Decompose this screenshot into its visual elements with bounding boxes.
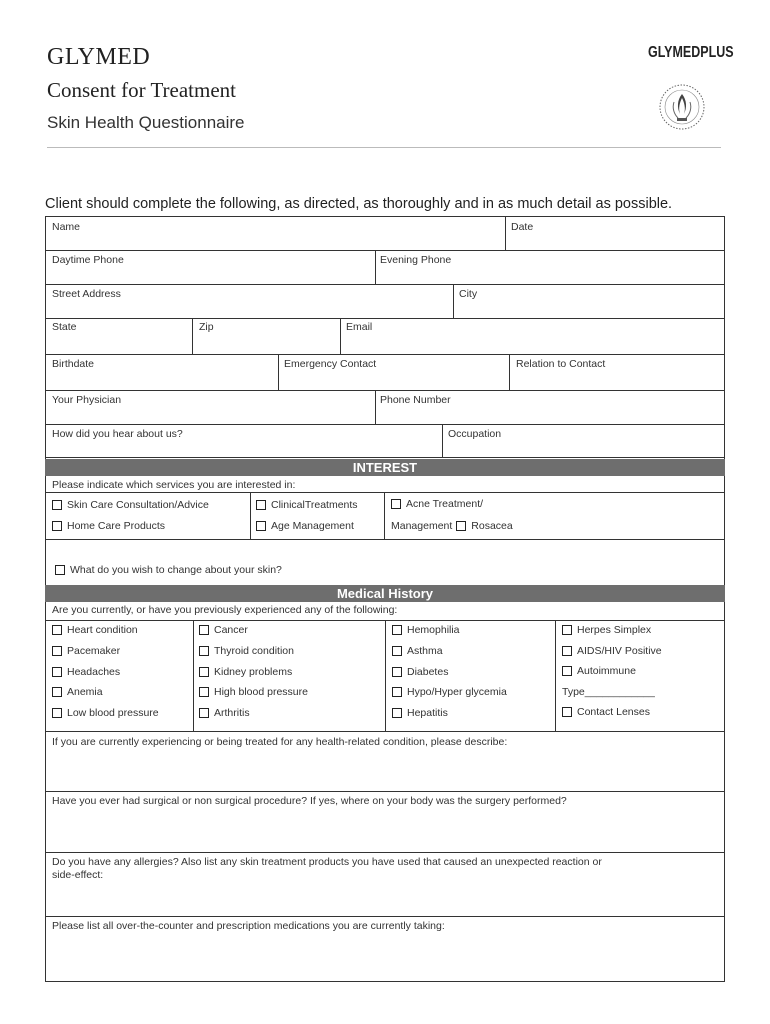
how-did-you-hear-label: How did you hear about us? <box>52 428 183 440</box>
row-divider <box>45 354 725 355</box>
checkbox-icon[interactable] <box>199 687 209 697</box>
checkbox-thyroid-condition[interactable]: Thyroid condition <box>199 645 294 657</box>
checkbox-diabetes[interactable]: Diabetes <box>392 666 448 678</box>
checkbox-aids-hiv[interactable]: AIDS/HIV Positive <box>562 645 662 657</box>
autoimmune-type-field[interactable]: Type____________ <box>562 686 655 698</box>
col-divider <box>250 492 251 539</box>
checkbox-kidney-problems[interactable]: Kidney problems <box>199 666 292 678</box>
surgery-question: Have you ever had surgical or non surgical procedure? If yes, where on your body was the surgery performed? <box>52 795 567 807</box>
checkbox-herpes-simplex[interactable]: Herpes Simplex <box>562 624 651 636</box>
allergies-question: Do you have any allergies? Also list any skin treatment products you have used that caused an unexpected reaction or <box>52 856 602 868</box>
checkbox-icon[interactable] <box>52 687 62 697</box>
checkbox-icon[interactable] <box>199 646 209 656</box>
checkbox-anemia[interactable]: Anemia <box>52 686 103 698</box>
checkbox-icon[interactable] <box>562 646 572 656</box>
row-divider <box>45 852 725 853</box>
col-divider <box>385 620 386 731</box>
col-divider <box>509 354 510 390</box>
checkbox-icon[interactable] <box>199 667 209 677</box>
col-divider <box>505 216 506 250</box>
checkbox-icon[interactable] <box>456 521 466 531</box>
checkbox-acne-treatment[interactable]: Acne Treatment/ <box>391 498 483 510</box>
checkbox-icon[interactable] <box>199 708 209 718</box>
row-divider <box>45 250 725 251</box>
checkbox-skin-care-consultation[interactable]: Skin Care Consultation/Advice <box>52 499 209 511</box>
checkbox-icon[interactable] <box>392 667 402 677</box>
medical-history-heading: Medical History <box>45 585 725 602</box>
checkbox-hypo-hyper-glycemia[interactable]: Hypo/Hyper glycemia <box>392 686 507 698</box>
row-divider <box>45 791 725 792</box>
interest-prompt: Please indicate which services you are interested in: <box>52 479 296 491</box>
checkbox-autoimmune[interactable]: Autoimmune <box>562 665 636 677</box>
col-divider <box>453 284 454 318</box>
row-divider <box>45 539 725 540</box>
checkbox-icon[interactable] <box>52 667 62 677</box>
seal-icon <box>656 78 708 136</box>
checkbox-clinical-treatments[interactable]: ClinicalTreatments <box>256 499 358 511</box>
your-physician-label: Your Physician <box>52 394 122 406</box>
row-divider <box>45 284 725 285</box>
checkbox-icon[interactable] <box>392 625 402 635</box>
row-divider <box>45 424 725 425</box>
row-divider <box>45 916 725 917</box>
row-divider <box>45 390 725 391</box>
checkbox-icon[interactable] <box>562 707 572 717</box>
col-divider <box>442 424 443 457</box>
checkbox-age-management[interactable]: Age Management <box>256 520 354 532</box>
checkbox-icon[interactable] <box>392 646 402 656</box>
medical-prompt: Are you currently, or have you previously experienced any of the following: <box>52 604 398 616</box>
checkbox-icon[interactable] <box>256 500 266 510</box>
checkbox-arthritis[interactable]: Arthritis <box>199 707 250 719</box>
checkbox-home-care-products[interactable]: Home Care Products <box>52 520 165 532</box>
state-label: State <box>52 321 77 333</box>
col-divider <box>375 250 376 284</box>
current-condition-question: If you are currently experiencing or being treated for any health-related condition, please describe: <box>52 736 508 748</box>
row-divider <box>45 457 725 458</box>
checkbox-icon[interactable] <box>52 500 62 510</box>
checkbox-high-blood-pressure[interactable]: High blood pressure <box>199 686 308 698</box>
checkbox-icon[interactable] <box>562 666 572 676</box>
evening-phone-label: Evening Phone <box>380 254 452 266</box>
checkbox-icon[interactable] <box>52 625 62 635</box>
checkbox-change-skin[interactable]: What do you wish to change about your skin? <box>55 564 282 576</box>
row-divider <box>45 731 725 732</box>
col-divider <box>193 620 194 731</box>
zip-label: Zip <box>199 321 214 333</box>
brand-name: GLYMED <box>47 44 151 70</box>
interest-heading: INTEREST <box>45 459 725 476</box>
col-divider <box>278 354 279 390</box>
page-title: Consent for Treatment <box>47 78 236 102</box>
checkbox-icon[interactable] <box>52 521 62 531</box>
checkbox-icon[interactable] <box>392 708 402 718</box>
col-divider <box>555 620 556 731</box>
glymedplus-logo: GLYMEDPLUS <box>648 44 734 61</box>
col-divider <box>384 492 385 539</box>
col-divider <box>340 318 341 354</box>
checkbox-icon[interactable] <box>52 708 62 718</box>
phone-number-label: Phone Number <box>380 394 451 406</box>
name-label: Name <box>52 221 81 233</box>
relation-to-contact-label: Relation to Contact <box>516 358 606 370</box>
checkbox-icon[interactable] <box>199 625 209 635</box>
checkbox-pacemaker[interactable]: Pacemaker <box>52 645 120 657</box>
date-label: Date <box>511 221 534 233</box>
birthdate-label: Birthdate <box>52 358 95 370</box>
checkbox-icon[interactable] <box>256 521 266 531</box>
emergency-contact-label: Emergency Contact <box>284 358 377 370</box>
checkbox-icon[interactable] <box>391 499 401 509</box>
street-address-label: Street Address <box>52 288 121 300</box>
checkbox-icon[interactable] <box>562 625 572 635</box>
checkbox-asthma[interactable]: Asthma <box>392 645 443 657</box>
checkbox-rosacea[interactable]: Management Rosacea <box>391 520 513 532</box>
city-label: City <box>459 288 478 300</box>
checkbox-icon[interactable] <box>55 565 65 575</box>
medications-question: Please list all over-the-counter and prescription medications you are currently taking: <box>52 920 445 932</box>
checkbox-icon[interactable] <box>392 687 402 697</box>
checkbox-cancer[interactable]: Cancer <box>199 624 248 636</box>
occupation-label: Occupation <box>448 428 502 440</box>
col-divider <box>375 390 376 424</box>
checkbox-headaches[interactable]: Headaches <box>52 666 120 678</box>
checkbox-heart-condition[interactable]: Heart condition <box>52 624 138 636</box>
allergies-question-cont: side-effect: <box>52 869 104 881</box>
checkbox-hepatitis[interactable]: Hepatitis <box>392 707 448 719</box>
daytime-phone-label: Daytime Phone <box>52 254 124 266</box>
row-divider <box>45 492 725 493</box>
checkbox-contact-lenses[interactable]: Contact Lenses <box>562 706 650 718</box>
instructions: Client should complete the following, as directed, as thoroughly and in as much detail as possible. <box>45 196 673 212</box>
checkbox-hemophilia[interactable]: Hemophilia <box>392 624 460 636</box>
page-subtitle: Skin Health Questionnaire <box>47 113 245 132</box>
col-divider <box>192 318 193 354</box>
row-divider <box>45 318 725 319</box>
email-label: Email <box>346 321 373 333</box>
checkbox-icon[interactable] <box>52 646 62 656</box>
header-divider <box>47 147 721 148</box>
checkbox-low-blood-pressure[interactable]: Low blood pressure <box>52 707 159 719</box>
